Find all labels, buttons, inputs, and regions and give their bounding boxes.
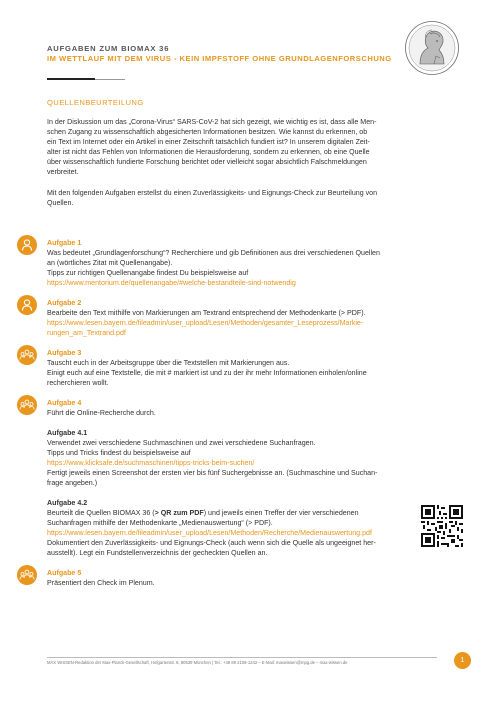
task-link[interactable]: rungen_am_Textrand.pdf (47, 329, 126, 338)
task-text: Bearbeite den Text mithilfe von Markierungen am Textrand entsprechend der Methodenkarte (> PDF). (47, 309, 366, 318)
intro-line: Quellen. (47, 198, 74, 207)
people-group-icon (17, 345, 37, 365)
intro-text (47, 117, 461, 218)
task-title: Aufgabe 1 (47, 239, 82, 247)
person-icon (17, 235, 37, 255)
qr-code[interactable] (421, 505, 463, 547)
intro-line: Mit den folgenden Aufgaben erstellst du einen Zuverlässigkeits- und Eignungs-Check zur Beurteilung von (47, 188, 378, 197)
header-line-1: AUFGABEN ZUM BIOMAX 36 (47, 44, 170, 53)
task-3 (47, 348, 427, 388)
task-title: Aufgabe 4.2 (47, 499, 88, 507)
people-group-icon (17, 395, 37, 415)
intro-line: In der Diskussion um das „Corona-Virus“ SARS-CoV-2 hat sich gezeigt, wie wichtig es ist, dass alle Men- (47, 118, 377, 126)
task-text: Tipps und Tricks findest du beispielsweise auf (47, 449, 191, 458)
section-title: QUELLENBEURTEILUNG (47, 98, 144, 107)
task-1 (47, 238, 427, 288)
task-text: Verwendet zwei verschiedene Suchmaschinen und zwei verschiedene Suchanfragen. (47, 439, 316, 448)
task-text (47, 508, 427, 518)
task-text-part: Beurteilt die Quellen BIOMAX 36 ( (47, 509, 155, 518)
task-text: Dokumentiert den Zuverlässigkeits- und Eignungs-Check (auch wenn sich die Quelle als ungeeignet her- (47, 539, 376, 548)
max-planck-logo (404, 20, 460, 76)
task-5 (47, 568, 427, 588)
header-rule-thin (95, 79, 125, 80)
task-text: Führt die Online-Recherche durch. (47, 409, 156, 418)
task-text: recherchieren wollt. (47, 379, 109, 388)
page-header (47, 44, 392, 64)
task-title: Aufgabe 4 (47, 399, 82, 407)
task-text: Präsentiert den Check im Plenum. (47, 579, 155, 588)
task-text-part: ) und jeweils einen Treffer der vier verschiedenen (203, 509, 359, 518)
qr-reference: > QR zum PDF (154, 509, 204, 518)
task-text: frage angeben.) (47, 479, 98, 488)
person-icon (17, 295, 37, 315)
footer-text: MAX WISSEN-Redaktion der Max-Planck-Gesellschaft, Hofgartenstr. 8, 80539 München | Tel.: +49 89 2108-1242 – E-Mail: maxwissen@mpg.de – max-wissen.de (47, 660, 348, 665)
task-link[interactable]: https://www.lesen.bayern.de/fileadmin/user_upload/Lesen/Methoden/gesamter_Leseprozess/Markie- (47, 319, 364, 328)
task-title: Aufgabe 5 (47, 569, 82, 577)
task-title: Aufgabe 3 (47, 349, 82, 357)
intro-line: alter ist nicht das Fehlen von Informationen die Herausforderung, sondern zu erkennen, ob eine Quelle (47, 148, 370, 157)
task-4-2 (47, 498, 427, 559)
task-title: Aufgabe 2 (47, 299, 82, 307)
task-title: Aufgabe 4.1 (47, 429, 88, 437)
people-group-icon (17, 565, 37, 585)
page-number: 1 (454, 652, 471, 669)
intro-paragraph-1 (47, 117, 461, 178)
header-rule (47, 78, 95, 80)
task-4 (47, 398, 427, 418)
intro-paragraph-2 (47, 188, 461, 208)
task-link[interactable]: https://www.mentorium.de/quellenangabe/#welche-bestandteile-sind-notwendig (47, 279, 296, 288)
footer-divider (47, 657, 437, 658)
task-2 (47, 298, 427, 338)
intro-line: ein Text im Internet oder ein Artikel in einer Zeitschrift tatsächlich fundiert ist? In unserem digitalen Zeit- (47, 138, 370, 147)
intro-line: schen Zugang zu wissenschaftlich abgesicherten Informationen besitzen. Wie kannst du erkennen, ob (47, 128, 368, 137)
task-text: Tauscht euch in der Arbeitsgruppe über die Textstellen mit Markierungen aus. (47, 359, 290, 368)
task-link[interactable]: https://www.klicksafe.de/suchmaschinen/tipps-tricks-beim-suchen/ (47, 459, 255, 468)
task-text: an (wörtliches Zitat mit Quellenangabe). (47, 259, 173, 268)
task-text: Tipps zur richtigen Quellenangabe findest Du beispielsweise auf (47, 269, 249, 278)
task-text: ausstellt). Legt ein Fundstellenverzeichnis der gecheckten Quellen an. (47, 549, 268, 558)
task-4-1 (47, 428, 427, 489)
task-text: Suchanfragen mithilfe der Methodenkarte „Medienauswertung“ (> PDF). (47, 519, 273, 528)
intro-line: verbreitet. (47, 168, 79, 177)
task-text: Einigt euch auf eine Textstelle, die mit # markiert ist und zu der ihr mehr Informationen einholen/online (47, 369, 367, 378)
task-text: Fertigt jeweils einen Screenshot der ersten vier bis fünf Suchergebnisse an. (Suchmaschine und Suchan- (47, 469, 378, 478)
task-text: Was bedeutet „Grundlagenforschung“? Recherchiere und gib Definitionen aus drei verschiedenen Quellen (47, 249, 380, 258)
header-line-2: IM WETTLAUF MIT DEM VIRUS - KEIN IMPFSTOFF OHNE GRUNDLAGENFORSCHUNG (47, 54, 392, 63)
task-link[interactable]: https://www.lesen.bayern.de/fileadmin/user_upload/Lesen/Methoden/Recherche/Medienauswertung.pdf (47, 529, 372, 538)
intro-line: über wissenschaftlich fundierte Forschung berichtet oder vielleicht sogar absichtlich Falschmeldungen (47, 158, 367, 167)
